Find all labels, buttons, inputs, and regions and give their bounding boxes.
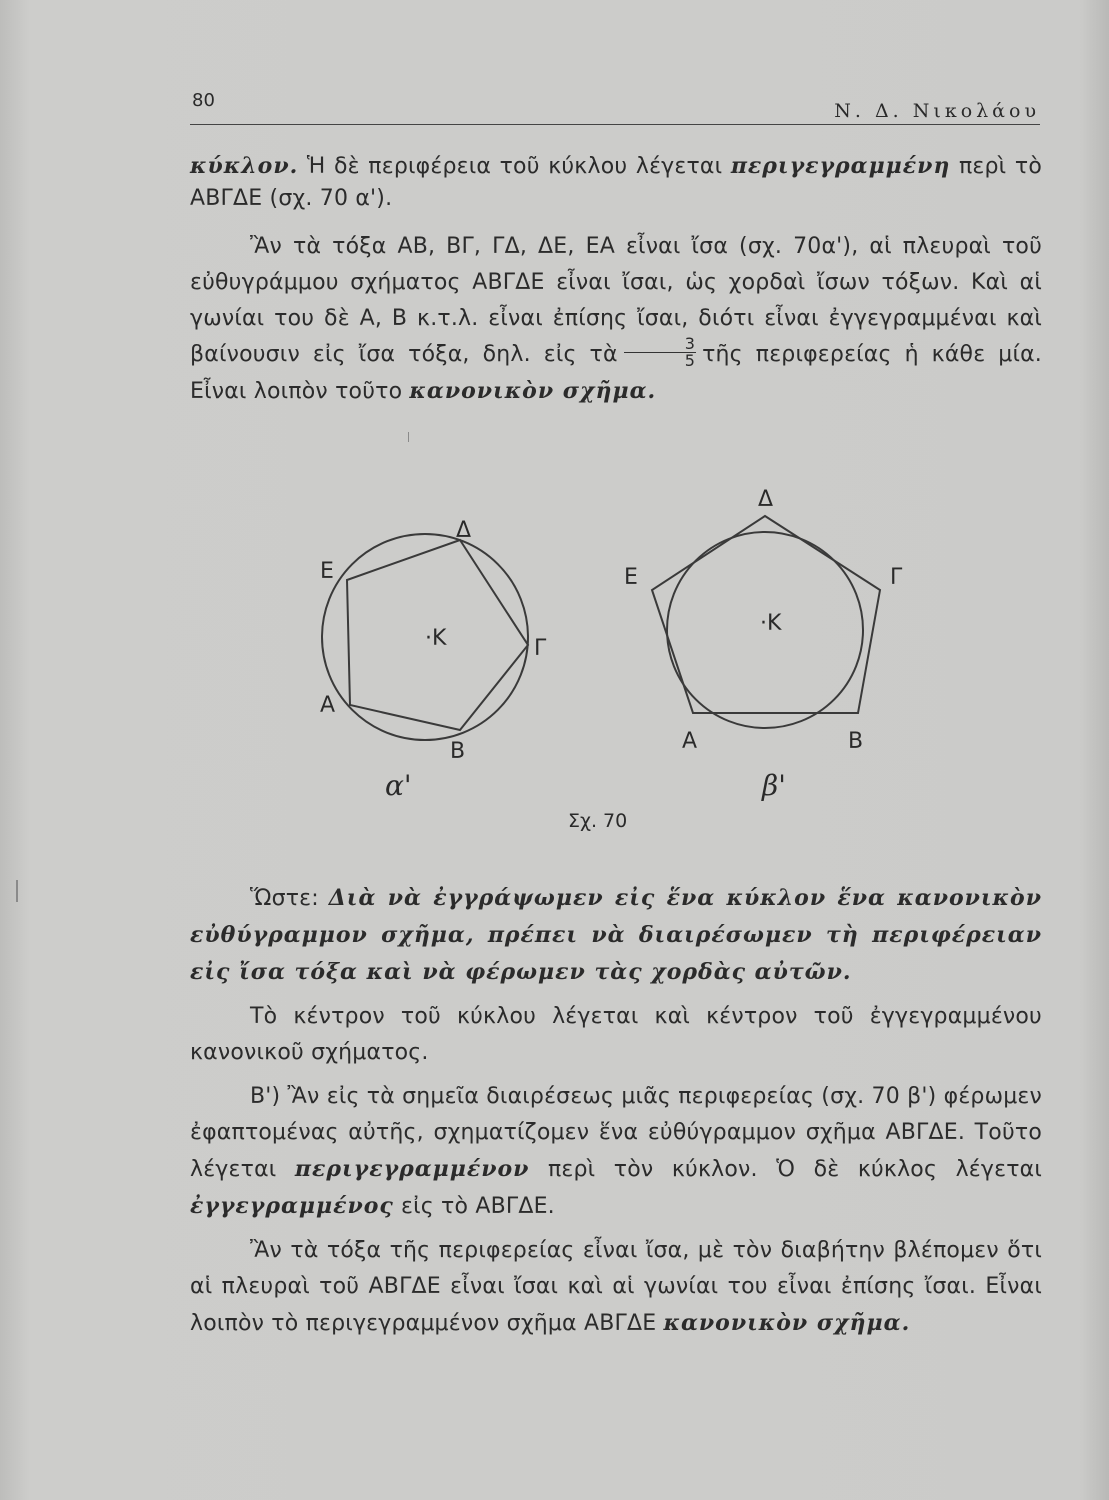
paragraph-5: Β') Ἂν εἰς τὰ σημεῖα διαιρέσεως μιᾶς περιφερείας (σχ. 70 β') φέρωμεν ἐφαπτομένας αὐτῆς, σχηματίζομεν ἕνα εὐθύγραμμον σχῆμα ΑΒΓΔΕ. Τοῦτο λέγεται περιγεγραμμένον περὶ τὸν κύκλον. Ὁ δὲ κύκλος λέγεται ἐγγεγραμμένος εἰς τὸ ΑΒΓΔΕ. (190, 1084, 1042, 1219)
paragraph-4: Τὸ κέντρον τοῦ κύκλου λέγεται καὶ κέντρον τοῦ ἐγγεγραμμένου κανονικοῦ σχήματος. (190, 1004, 1042, 1065)
label-a-epsilon: Ε (320, 559, 334, 584)
label-b-epsilon: Ε (624, 565, 638, 590)
label-a-center: ·Κ (425, 626, 447, 651)
header-rule (190, 124, 1040, 125)
figure-caption: Σχ. 70 (568, 810, 628, 832)
label-b-beta: Β (848, 729, 864, 754)
page-header (190, 86, 1040, 126)
label-b-gamma: Γ (890, 565, 903, 590)
text-top (190, 150, 1042, 410)
text-bottom (190, 880, 1042, 1342)
paragraph-6: Ἂν τὰ τόξα τῆς περιφερείας εἶναι ἴσα, μὲ τὸν διαβήτην βλέπομεν ὅτι αἱ πλευραὶ τοῦ ΑΒΓΔΕ εἶναι ἴσαι καὶ αἱ γωνίαι του εἶναι ἐπίσης ἴσαι. Εἶναι λοιπὸν τὸ περιγεγραμμένον σχῆμα ΑΒΓΔΕ κανονικὸν σχῆμα. (190, 1238, 1042, 1336)
label-a-gamma: Γ (534, 636, 547, 661)
label-a-beta: Β (450, 739, 466, 764)
label-a-alpha: Α (320, 693, 336, 718)
sublabel-a: α' (385, 769, 412, 802)
paragraph-2: Ἂν τὰ τόξα ΑΒ, ΒΓ, ΓΔ, ΔΕ, ΕΑ εἶναι ἴσα (σχ. 70α'), αἱ πλευραὶ τοῦ εὐθυγράμμου σχήματος ΑΒΓΔΕ εἶναι ἴσαι, ὡς χορδαὶ ἴσων τόξων. Καὶ αἱ γωνίαι του δὲ Α, Β κ.τ.λ. εἶναι ἐπίσης ἴσαι, διότι εἶναι ἐγγεγραμμέναι καὶ βαίνουσιν εἰς ἴσα τόξα, δηλ. εἰς τὰ $\frac{3}{5}$ τῆς περιφερείας ἡ κάθε μία. Εἶναι λοιπὸν τοῦτο κανονικὸν σχῆμα. (190, 234, 1042, 404)
stray-mark (408, 432, 409, 442)
label-a-delta: Δ (456, 518, 472, 543)
paragraph-1: κύκλον. Ἡ δὲ περιφέρεια τοῦ κύκλου λέγεται περιγεγραμμένη περὶ τὸ ΑΒΓΔΕ (σχ. 70 α'). (190, 153, 1042, 211)
margin-mark (16, 880, 18, 902)
paragraph-3: Ὥστε: Διὰ νὰ ἐγγράψωμεν εἰς ἕνα κύκλον ἕνα κανονικὸν εὐθύγραμμον σχῆμα, πρέπει νὰ διαιρέσωμεν τὴ περιφέρειαν εἰς ἴσα τόξα καὶ νὰ φέρωμεν τὰς χορδὰς αὐτῶν. (190, 885, 1042, 985)
sublabel-b: β' (762, 769, 786, 802)
page-number: 80 (192, 90, 215, 111)
fraction-3-5: $\frac{3}{5}$ (624, 336, 696, 369)
label-b-center: ·Κ (760, 611, 782, 636)
label-b-alpha: Α (682, 729, 698, 754)
figure-70 (300, 480, 920, 840)
running-head: Ν. Δ. Νικολάου (834, 100, 1040, 122)
label-b-delta: Δ (758, 487, 774, 512)
geometry-diagram (300, 480, 920, 840)
